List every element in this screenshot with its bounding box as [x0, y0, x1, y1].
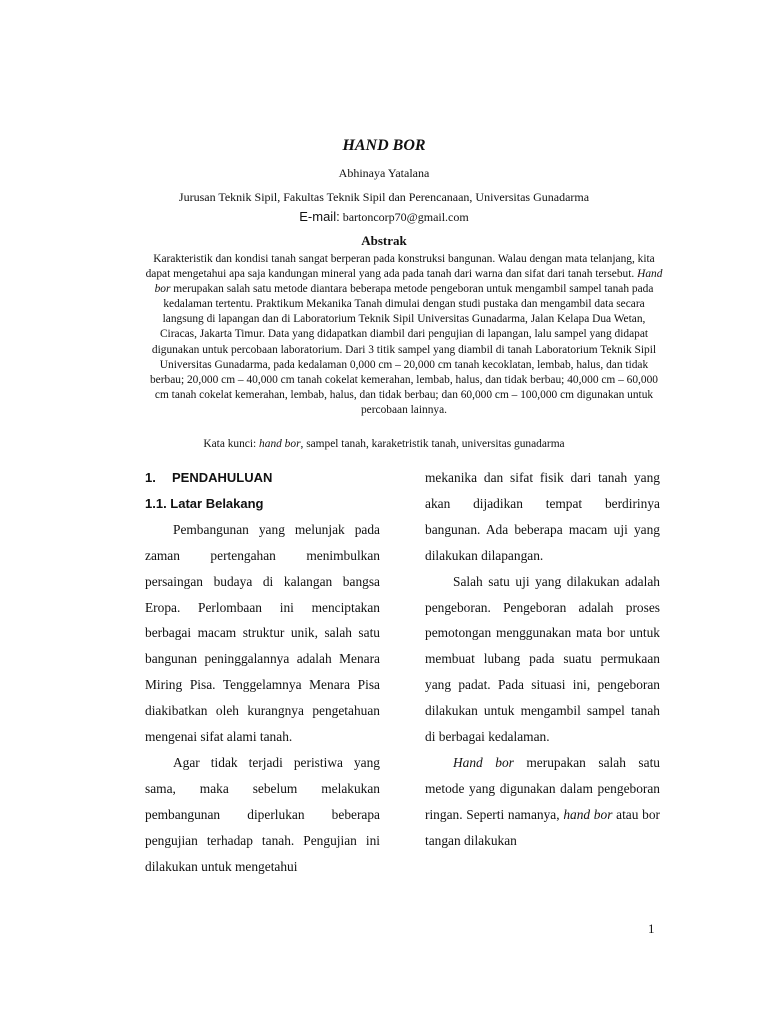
- body-paragraph: Salah satu uji yang dilakukan adalah pengeboran. Pengeboran adalah proses pemotongan menggunakan mata bor untuk membuat lubang pada suatu permukaan yang padat. Pada situasi ini, pengeboran dilakukan untuk mengambil sampel tanah di berbagai kedalaman.: [425, 573, 660, 745]
- abstract-part-1: Karakteristik dan kondisi tanah sangat berperan pada konstruksi bangunan. Walau dengan mata telanjang, kita dapat mengetahui apa saja kandungan mineral yang ada pada tanah dari warna dan sifat dari tanah tersebut.: [145, 253, 655, 281]
- italic-term: hand bor: [563, 806, 613, 822]
- email-line: [0, 209, 768, 225]
- author-name: Abhinaya Yatalana: [338, 166, 430, 180]
- section-number: 1.: [145, 470, 156, 485]
- affiliation: Jurusan Teknik Sipil, Fakultas Teknik Sipil dan Perencanaan, Universitas Gunadarma: [178, 190, 590, 204]
- abstract-heading: Abstrak: [361, 233, 407, 248]
- right-column: [425, 465, 660, 854]
- paper-title: HAND BOR: [342, 137, 426, 154]
- abstract-text: [143, 252, 665, 418]
- keywords-line: [0, 438, 768, 450]
- body-text: merupakan salah satu metode yang digunakan dalam pengeboran ringan. Seperti namanya,: [425, 754, 660, 822]
- body-paragraph: Pembangunan yang melunjak pada zaman pertengahan menimbulkan persaingan budaya di kalangan bangsa Eropa. Perlombaan ini menciptakan berbagai macam struktur unik, salah satu bangunan peninggalannya adalah Menara Miring Pisa. Tenggelamnya Menara Pisa diakibatkan oleh kurangnya pengetahuan mengenai sifat alami tanah.: [145, 521, 380, 745]
- body-paragraph: Agar tidak terjadi peristiwa yang sama, maka sebelum melakukan pembangunan diperlukan beberapa pengujian terhadap tanah. Pengujian ini dilakukan untuk mengetahui: [145, 754, 380, 874]
- email-address: bartoncorp70@gmail.com: [342, 210, 469, 224]
- abstract-italic-term: Hand bor: [154, 268, 663, 296]
- keywords-rest: , sampel tanah, karaketristik tanah, universitas gunadarma: [300, 438, 565, 450]
- section-heading: [145, 465, 380, 491]
- keywords-label: Kata kunci:: [203, 438, 260, 450]
- body-text: atau bor tangan dilakukan: [425, 806, 660, 848]
- body-paragraph: mekanika dan sifat fisik dari tanah yang akan dijadikan tempat berdirinya bangunan. Ada beberapa macam uji yang dilakukan dilapangan.: [425, 470, 660, 563]
- abstract-part-2: merupakan salah satu metode diantara beberapa metode pengeboran untuk mengambil sampel tanah pada kedalaman tertentu. Praktikum Mekanika Tanah dimulai dengan studi pustaka dan mengambil data secara langsung di lapangan dan di Laboratorium Teknik Sipil Universitas Gunadarma, Jalan Kelapa Dua Wetan, Ciracas, Jakarta Timur. Data yang didapatkan diambil dari pengujian di lapangan, lalu sampel yang didapat digunakan untuk percobaan laboratorium. Dari 3 titik sampel yang diambil di tanah Laboratorium Teknik Sipil Universitas Gunadarma, pada kedalaman 0,000 cm – 20,000 cm tanah kecoklatan, lembab, halus, dan tidak berbau; 20,000 cm – 40,000 cm tanah cokelat kemerahan, lembab, halus, dan tidak berbau; 40,000 cm – 60,000 cm tanah cokelat kemerahan, lembab, halus, dan tidak berbau; dan 60,000 cm – 100,000 cm digunakan untuk percobaan lainnya.: [149, 283, 658, 416]
- subsection-heading: 1.1. Latar Belakang: [145, 495, 264, 511]
- email-label: E-mail:: [299, 209, 340, 224]
- body-paragraph: [425, 750, 660, 854]
- section-title: PENDAHULUAN: [172, 470, 273, 485]
- keywords-italic: hand bor: [259, 438, 301, 450]
- italic-term: Hand bor: [453, 754, 514, 770]
- page-number: 1: [648, 921, 655, 936]
- left-column: [145, 465, 380, 880]
